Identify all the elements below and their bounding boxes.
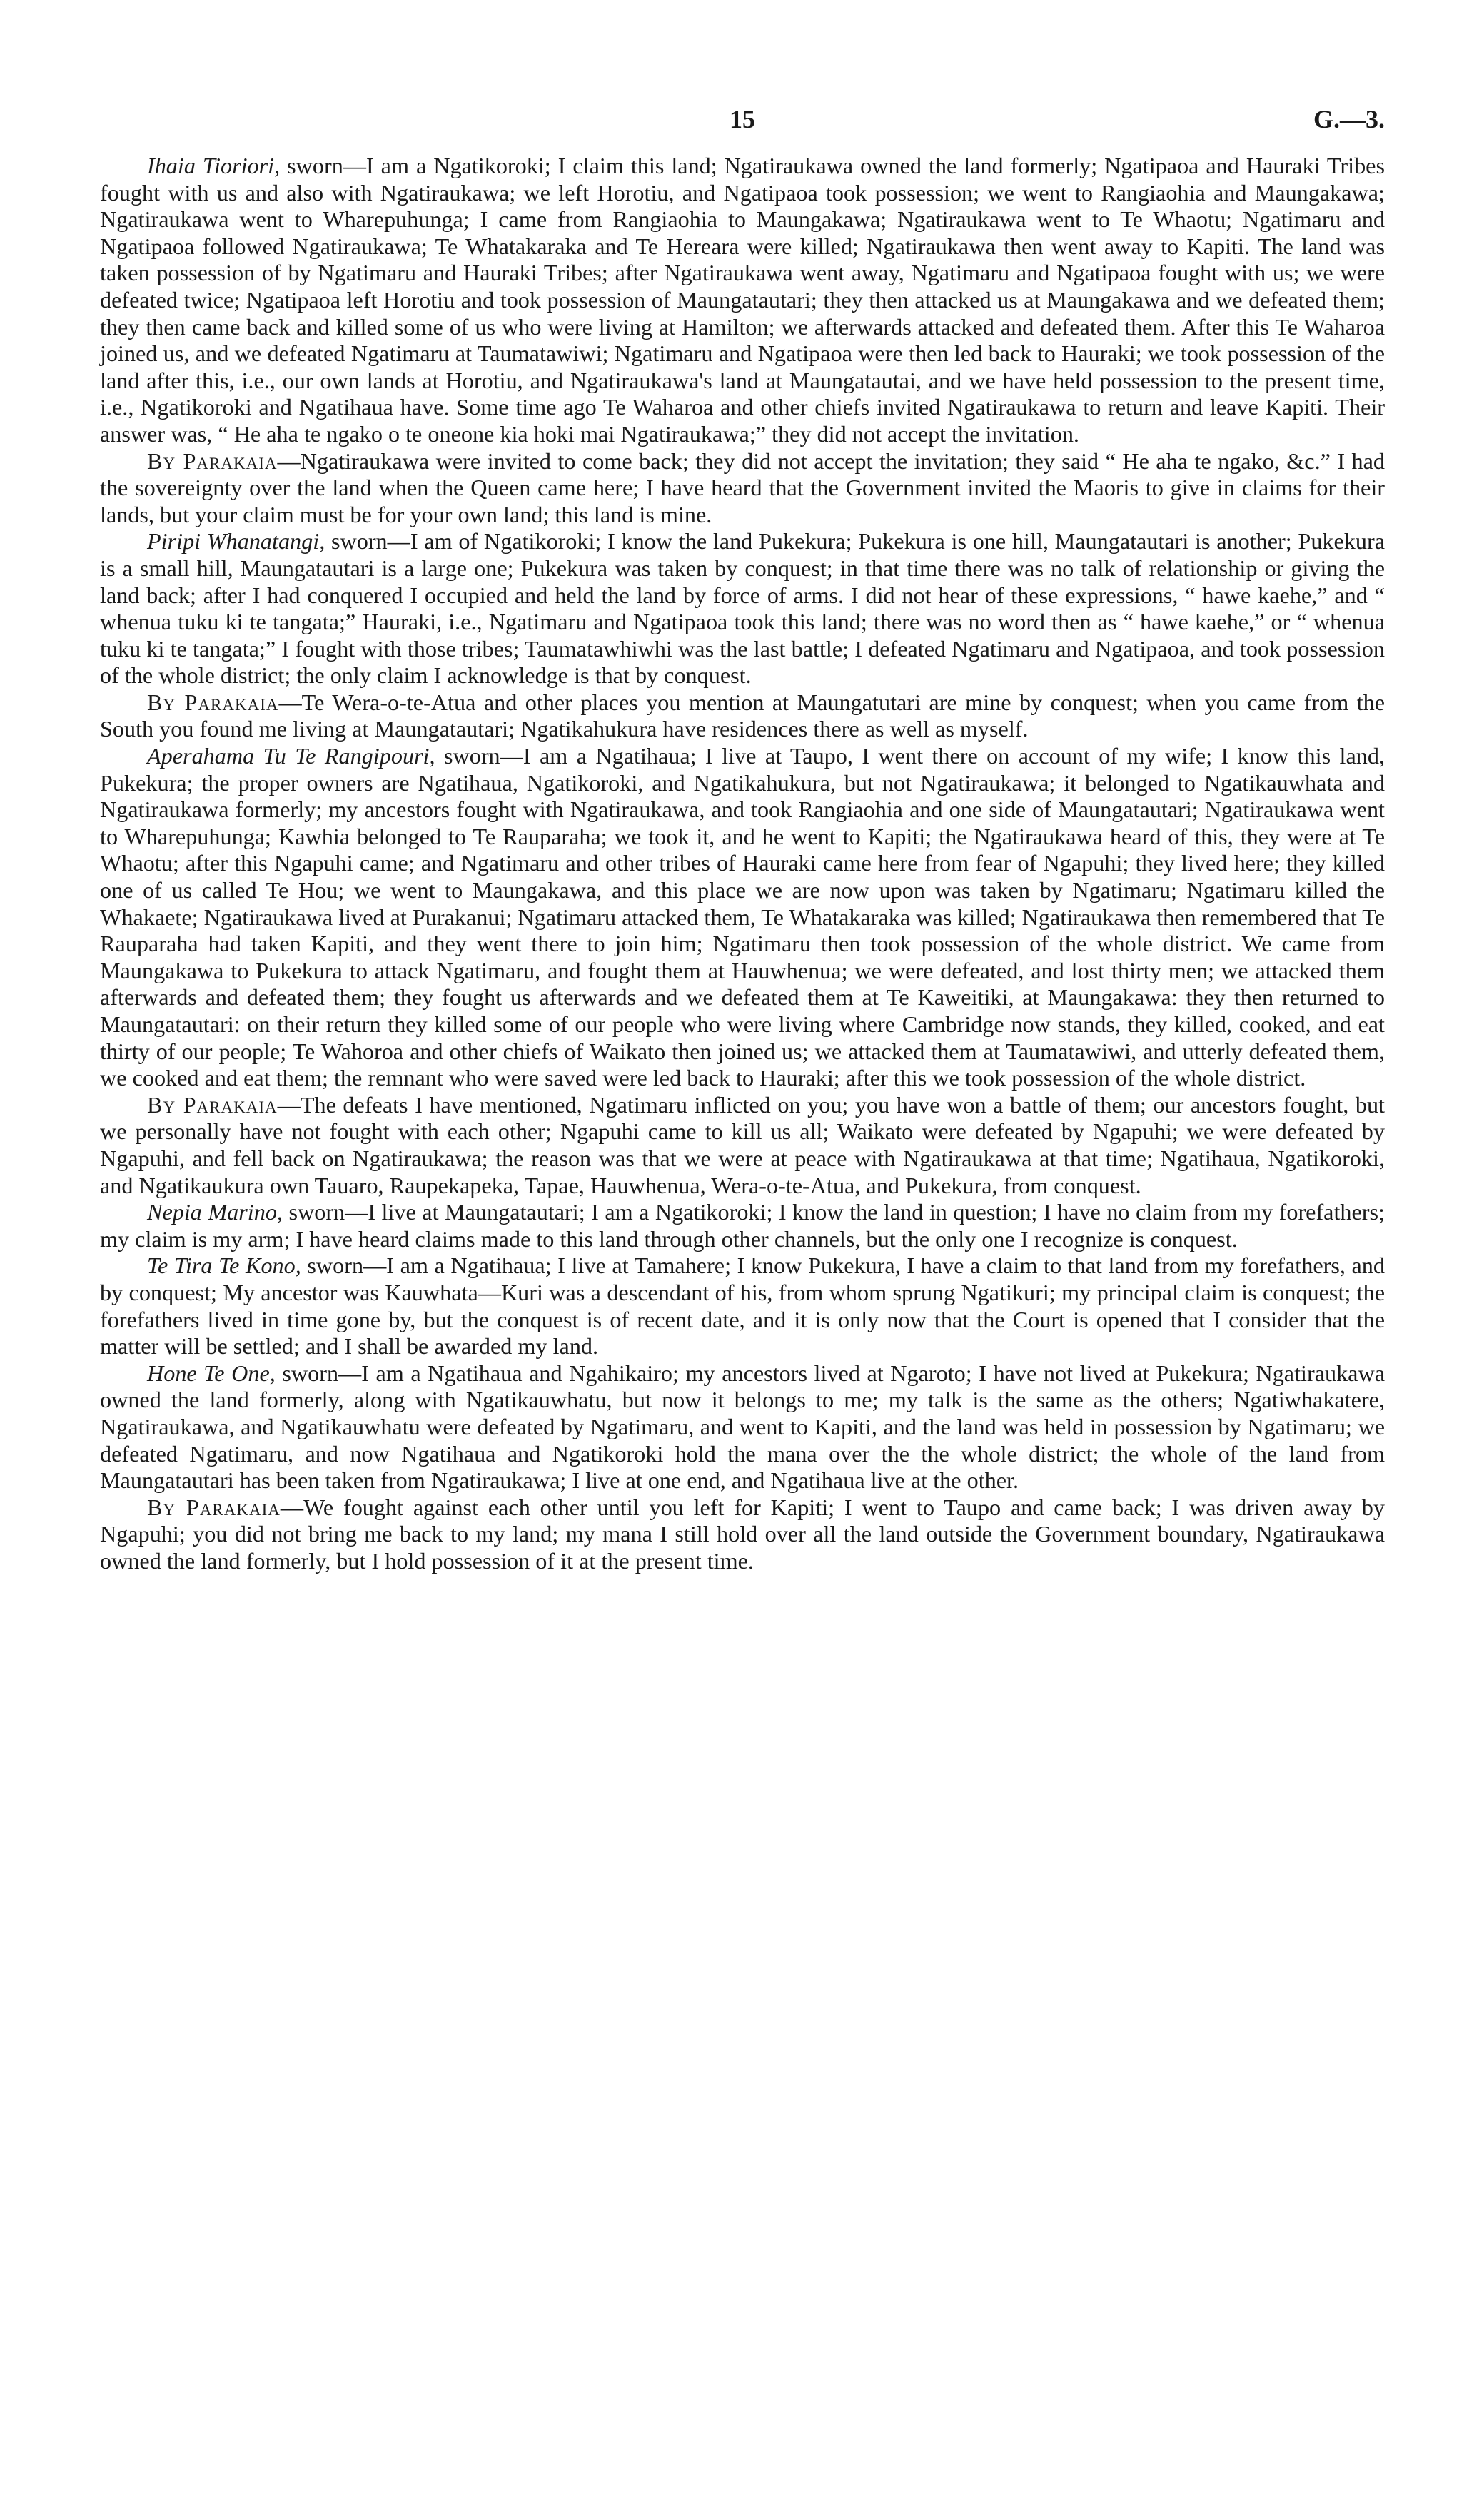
cross-examination-paragraph xyxy=(100,1494,1385,1575)
examiner-name: By Parakaia xyxy=(147,447,278,474)
testimony-text: sworn—I am a Ngatikoroki; I claim this land; Ngatiraukawa owned the land formerly; Ngatipaoa and Hauraki Tribes fought with us and also with Ngatiraukawa; we left Horotiu, and Ngatipaoa took possession; we went to Rangiaohia and Maungakawa; Ngatiraukawa went to Wharepuhunga; I came from Rangiaohia to Maungakawa; Ngatiraukawa went to Te Whaotu; Ngatimaru and Ngatipaoa followed Ngatiraukawa; Te Whatakaraka and Te Hereara were killed; Ngatiraukawa then went away to Kapiti. The land was taken possession of by Ngatimaru and Hauraki Tribes; after Ngatiraukawa went away, Ngatimaru and Ngatipaoa fought with us; we were defeated twice; Ngatipaoa left Horotiu and took possession of Maungatautari; they then attacked us at Maungakawa and we defeated them; they then came back and killed some of us who were living at Hamilton; we afterwards attacked and defeated them. After this Te Waharoa joined us, and we defeated Ngatimaru at Taumatawiwi; Ngatimaru and Ngatipaoa were then led back to Hauraki; we took possession of the land after this, i.e., our own lands at Horotiu, and Ngatiraukawa's land at Maungatautai, and we have held possession to the present time, i.e., Ngatikoroki and Ngatihaua have. Some time ago Te Waharoa and other chiefs invited Ngatiraukawa to return and leave Kapiti. Their answer was, “ He aha te ngako o te oneone kia hoki mai Ngatiraukawa;” they did not accept the invitation. xyxy=(100,153,1385,447)
report-identifier: G.—3. xyxy=(1313,105,1385,133)
testimony-paragraph xyxy=(100,743,1385,1092)
examiner-name: By Parakaia xyxy=(147,1494,281,1520)
testimony-text: —Te Wera-o-te-Atua and other places you mention at Maungatutari are mine by conquest; when you came from the South you found me living at Maungatautari; Ngatikahukura have residences there as well as myself. xyxy=(100,689,1385,742)
testimony-paragraph xyxy=(100,153,1385,448)
witness-name: Nepia Marino, xyxy=(147,1199,283,1225)
testimony-body xyxy=(100,153,1385,1574)
witness-name: Hone Te One, xyxy=(147,1360,276,1386)
witness-name: Te Tira Te Kono, xyxy=(147,1253,301,1279)
cross-examination-paragraph xyxy=(100,448,1385,529)
page-header xyxy=(100,93,1385,143)
document-page xyxy=(100,93,1385,1574)
testimony-text: —We fought against each other until you left for Kapiti; I went to Taupo and came back; I was driven away by Ngapuhi; you did not bring me back to my land; my mana I still hold over all the land outside the Government boundary, Ngatiraukawa owned the land formerly, but I hold possession of it at the present time. xyxy=(100,1494,1385,1574)
testimony-text: sworn—I am a Ngatihaua and Ngahikairo; my ancestors lived at Ngaroto; I have not lived at Pukekura; Ngatiraukawa owned the land formerly, along with Ngatikauwhatu, but now it belongs to me; my talk is the same as the others; Ngatiwhakatere, Ngatiraukawa, and Ngatikauwhatu were defeated by Ngatimaru, and went to Kapiti, and the land was held in possession by Ngatimaru; we defeated Ngatimaru, and now Ngatihaua and Ngatikoroki hold the mana over the the whole district; the whole of the land from Maungatautari has been taken from Ngatiraukawa; I live at one end, and Ngatihaua live at the other. xyxy=(100,1360,1385,1494)
page-number: 15 xyxy=(730,105,755,133)
testimony-text: —The defeats I have mentioned, Ngatimaru inflicted on you; you have won a battle of them; our ancestors fought, but we personally have not fought with each other; Ngapuhi came to kill us all; Waikato were defeated by Ngapuhi; we were defeated by Ngapuhi, and fell back on Ngatiraukawa; the reason was that we were at peace with Ngatiraukawa at that time; Ngatihaua, Ngatikoroki, and Ngatikaukura own Tauaro, Raupekapeka, Tapae, Hauwhenua, Wera-o-te-Atua, and Pukekura, from conquest. xyxy=(100,1091,1385,1198)
examiner-name: By Parakaia xyxy=(147,689,279,715)
testimony-paragraph xyxy=(100,1253,1385,1360)
witness-name: Ihaia Tioriori, xyxy=(147,153,281,178)
testimony-paragraph xyxy=(100,528,1385,689)
testimony-paragraph xyxy=(100,1360,1385,1494)
testimony-text: —Ngatiraukawa were invited to come back; they did not accept the invitation; they said “ He aha te ngako, &c.” I had the sovereignty over the land when the Queen came here; I have heard that the Government invited the Maoris to give in claims for their lands, but your claim must be for your own land; this land is mine. xyxy=(100,447,1385,527)
examiner-name: By Parakaia xyxy=(147,1091,278,1118)
witness-name: Piripi Whanatangi, xyxy=(147,528,325,555)
witness-name: Aperahama Tu Te Rangipouri, xyxy=(147,743,435,769)
testimony-text: sworn—I live at Maungatautari; I am a Ngatikoroki; I know the land in question; I have no claim from my forefathers; my claim is my arm; I have heard claims made to this land through other channels, but the only one I recognize is conquest. xyxy=(100,1199,1385,1252)
testimony-paragraph xyxy=(100,1199,1385,1253)
cross-examination-paragraph xyxy=(100,689,1385,743)
cross-examination-paragraph xyxy=(100,1092,1385,1199)
testimony-text: sworn—I am a Ngatihaua; I live at Taupo, I went there on account of my wife; I know this land, Pukekura; the proper owners are Ngatihaua, Ngatikoroki, and Ngatikahukura, but not Ngatiraukawa; it belonged to Ngatikauwhata and Ngatiraukawa formerly; my ancestors fought with Ngatiraukawa, and took Rangiaohia and one side of Maungatautari; Ngatiraukawa went to Wharepuhunga; Kawhia belonged to Te Rauparaha; we took it, and he went to Kapiti; the Ngatiraukawa heard of this, they were at Te Whaotu; after this Ngapuhi came; and Ngatimaru and other tribes of Hauraki came here from fear of Ngapuhi; they lived here; they killed one of us called Te Hou; we went to Maungakawa, and this place we are now upon was taken by Ngatimaru; Ngatimaru killed the Whakaete; Ngatiraukawa lived at Purakanui; Ngatimaru attacked them, Te Whatakaraka was killed; Ngatiraukawa then remembered that Te Rauparaha had taken Kapiti, and they went there to join him; Ngatimaru then took possession of the whole district. We came from Maungakawa to Pukekura to attack Ngatimaru, and fought them at Hauwhenua; we were defeated, and lost thirty men; we attacked them afterwards and defeated them; they fought us afterwards and we defeated them at Te Kaweitiki, at Maungakawa: they then returned to Maungatautari: on their return they killed some of our people who were living where Cambridge now stands, they killed, cooked, and eat thirty of our people; Te Wahoroa and other chiefs of Waikato then joined us; we attacked them at Taumatawiwi, and utterly defeated them, we cooked and eat them; the remnant who were saved were led back to Hauraki; after this we took possession of the whole district. xyxy=(100,743,1385,1091)
testimony-text: sworn—I am a Ngatihaua; I live at Tamahere; I know Pukekura, I have a claim to that land from my forefathers, and by conquest; My ancestor was Kauwhata—Kuri was a descendant of his, from whom sprung Ngatikuri; my principal claim is conquest; the forefathers lived in time gone by, but the conquest is of recent date, and it is only now that the Court is opened that I consider that the matter will be settled; and I shall be awarded my land. xyxy=(100,1253,1385,1360)
testimony-text: sworn—I am of Ngatikoroki; I know the land Pukekura; Pukekura is one hill, Maungatautari is another; Pukekura is a small hill, Maungatautari is a large one; Pukekura was taken by conquest; in that time there was no talk of relationship or giving the land back; after I had conquered I occupied and held the land by force of arms. I did not hear of these expressions, “ hawe kaehe,” and “ whenua tuku ki te tangata;” Hauraki, i.e., Ngatimaru and Ngatipaoa took this land; there was no word then as “ hawe kaehe,” or “ whenua tuku ki te tangata;” I fought with those tribes; Taumatawhiwhi was the last battle; I defeated Ngatimaru and Ngatipaoa, and took possession of the whole district; the only claim I acknowledge is that by conquest. xyxy=(100,528,1385,689)
